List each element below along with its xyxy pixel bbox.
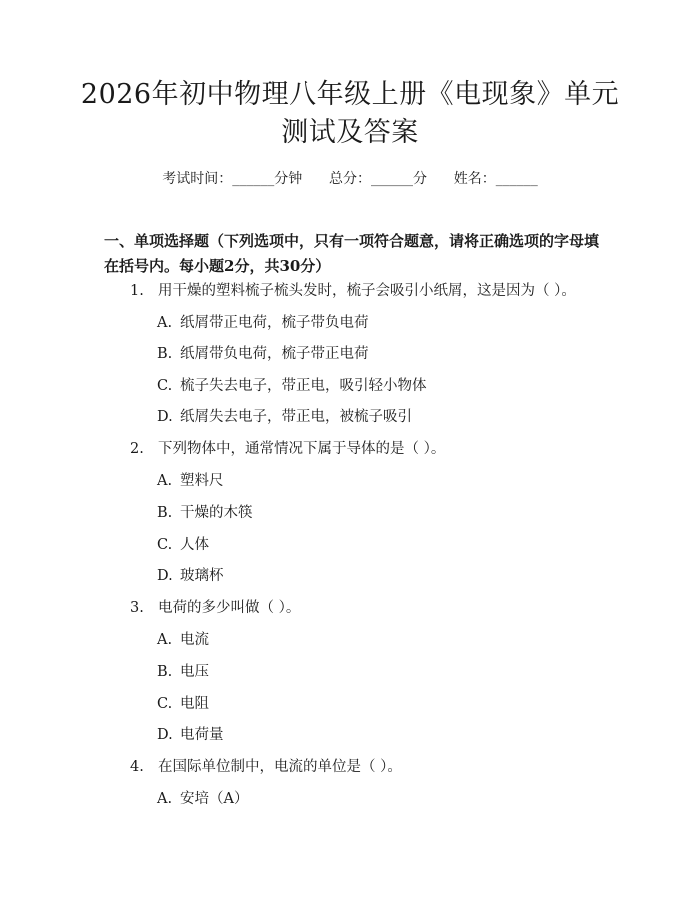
question-3-option-d xyxy=(157,725,224,745)
option-letter: C. xyxy=(157,537,173,553)
question-2-option-a xyxy=(157,471,224,491)
question-text: 下列物体中，通常情况下属于导体的是（ ）。 xyxy=(158,441,446,457)
question-number: 4. xyxy=(130,759,144,775)
question-4 xyxy=(130,757,402,777)
question-1-option-b xyxy=(157,344,369,364)
question-1-option-c xyxy=(157,376,427,396)
option-text: 电阻 xyxy=(180,696,209,712)
option-letter: A. xyxy=(157,315,173,331)
option-letter: A. xyxy=(157,632,173,648)
option-text: 电压 xyxy=(180,664,209,680)
question-1-option-a xyxy=(157,313,369,333)
option-text: 人体 xyxy=(180,537,209,553)
section-heading: 一、单项选择题（下列选项中，只有一项符合题意，请将正确选项的字母填在括号内。每小题2分，共30分） xyxy=(104,232,600,275)
option-text: 玻璃杯 xyxy=(180,568,224,584)
question-3-option-c xyxy=(157,694,209,714)
option-text: 纸屑带正电荷，梳子带负电荷 xyxy=(180,315,369,331)
question-2-option-d xyxy=(157,566,224,586)
title-line-1: 2026年初中物理八年级上册《电现象》单元 xyxy=(80,79,620,110)
question-text: 电荷的多少叫做（ ）。 xyxy=(158,600,301,616)
question-2-option-c xyxy=(157,535,209,555)
option-text: 安培（A） xyxy=(180,791,249,807)
question-text: 在国际单位制中，电流的单位是（ ）。 xyxy=(158,759,402,775)
question-3 xyxy=(130,598,300,618)
option-letter: D. xyxy=(157,409,173,425)
question-1 xyxy=(130,281,576,301)
option-text: 梳子失去电子，带正电，吸引轻小物体 xyxy=(180,378,427,394)
option-letter: A. xyxy=(157,791,173,807)
question-4-option-a xyxy=(157,789,248,809)
option-letter: B. xyxy=(157,505,173,521)
option-letter: B. xyxy=(157,346,173,362)
question-number: 2. xyxy=(130,441,144,457)
option-text: 纸屑失去电子，带正电，被梳子吸引 xyxy=(180,409,412,425)
option-letter: D. xyxy=(157,727,173,743)
option-text: 干燥的木筷 xyxy=(180,505,253,521)
question-text: 用干燥的塑料梳子梳头发时，梳子会吸引小纸屑，这是因为（ ）。 xyxy=(158,283,576,299)
option-letter: C. xyxy=(157,378,173,394)
document-title xyxy=(60,76,640,152)
option-text: 电荷量 xyxy=(180,727,224,743)
option-letter: A. xyxy=(157,473,173,489)
title-line-2: 测试及答案 xyxy=(281,117,419,148)
option-text: 塑料尺 xyxy=(180,473,224,489)
question-3-option-a xyxy=(157,630,209,650)
exam-info-line: 考试时间：______分钟 总分：______分 姓名：______ xyxy=(162,171,538,187)
option-letter: C. xyxy=(157,696,173,712)
question-2-option-b xyxy=(157,503,253,523)
option-letter: D. xyxy=(157,568,173,584)
option-text: 纸屑带负电荷，梳子带正电荷 xyxy=(180,346,369,362)
question-3-option-b xyxy=(157,662,209,682)
question-1-option-d xyxy=(157,407,412,427)
question-number: 1. xyxy=(130,283,144,299)
option-text: 电流 xyxy=(180,632,209,648)
question-number: 3. xyxy=(130,600,144,616)
question-2 xyxy=(130,439,445,459)
option-letter: B. xyxy=(157,664,173,680)
